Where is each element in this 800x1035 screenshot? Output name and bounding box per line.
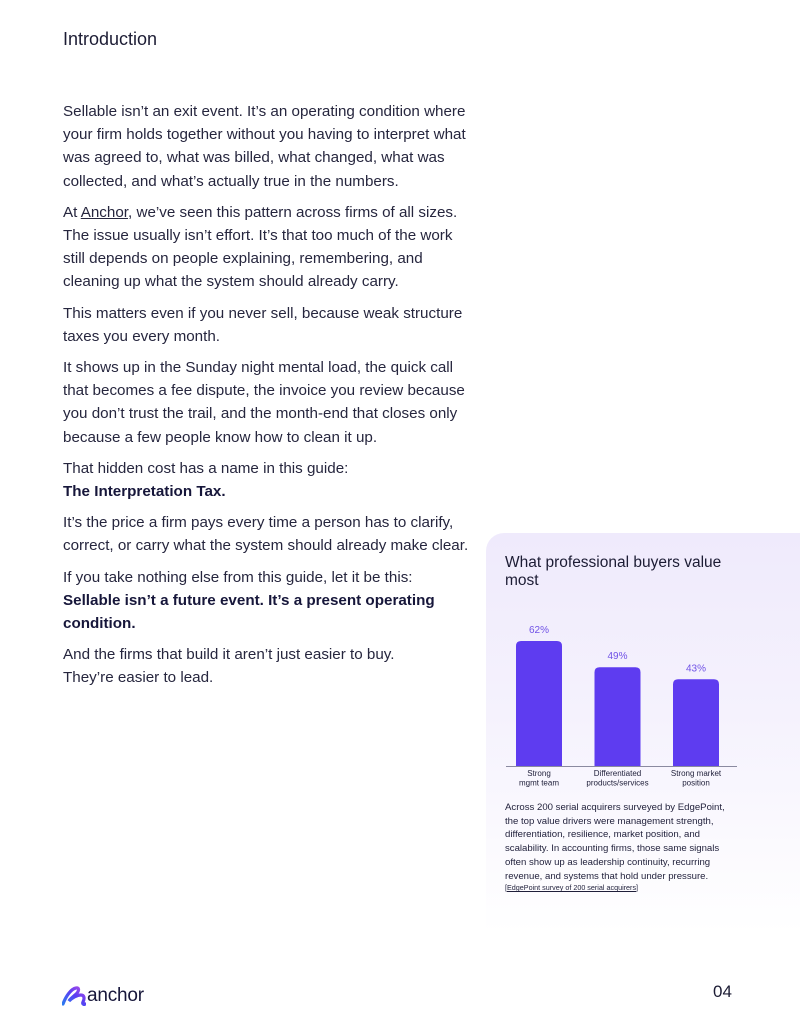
- source-link[interactable]: EdgePoint survey of 200 serial acquirers: [507, 883, 637, 893]
- text-segment: They’re easier to lead.: [63, 669, 214, 687]
- text-segment: At: [63, 203, 81, 221]
- callout-body-text: Across 200 serial acquirers surveyed by EdgePoint, the top value drivers were management strength, differentiation, resilience, market position, and scalability. In accounting firms, those same signals often show up as leadership continuity, recurring revenue, and systems that hold under pressure.: [505, 802, 725, 882]
- text-segment: And the firms that build it aren’t just easier to buy.: [63, 646, 395, 664]
- category-label-2-1: position: [682, 778, 710, 788]
- category-label-1-1: products/services: [586, 778, 649, 788]
- bar-chart: [506, 619, 746, 794]
- logo-wordmark: anchor: [87, 985, 144, 1006]
- anchor-logo: [62, 985, 144, 1007]
- body-text: [63, 100, 473, 698]
- callout-title: What professional buyers value most: [505, 554, 722, 589]
- source-bracket: [: [505, 883, 507, 893]
- text-segment: If you take nothing else from this guide, let it be this:: [63, 568, 413, 586]
- section-title: Introduction: [63, 29, 158, 49]
- text-segment: , we’ve seen this pattern across firms of all sizes. The issue usually isn’t effort. It’s that too much of the work still depends on people explaining, remembering, and cleaning up what the system should already carry.: [63, 203, 458, 291]
- callout-description: [505, 801, 737, 893]
- bar-1: [595, 667, 641, 766]
- paragraph-mental-load: It shows up in the Sunday night mental load, the quick call that becomes a fee dispute, the invoice you review because you don’t trust the trail, and the month-end that closes only because a few people know how to clean it up.: [63, 359, 465, 446]
- category-label-1-0: Differentiated: [593, 769, 642, 778]
- key-takeaway-emphasis: Sellable isn’t a future event. It’s a present operating condition.: [63, 591, 435, 633]
- category-label-0-0: Strong: [527, 769, 551, 778]
- bar-0: [516, 641, 562, 766]
- bar-2: [673, 679, 719, 766]
- source-citation: [505, 883, 737, 893]
- value-label-0: 62%: [528, 625, 550, 636]
- paragraph-anchor: [63, 201, 473, 294]
- anchor-logo-icon: [62, 986, 86, 1006]
- page-number: 04: [713, 982, 732, 1001]
- text-segment: That hidden cost has a name in this guide:: [63, 459, 349, 477]
- value-label-1: 49%: [607, 651, 628, 663]
- source-bracket: ]: [636, 883, 639, 893]
- paragraph-price: It’s the price a firm pays every time a person has to clarify, correct, or carry what the system should already make clear.: [63, 514, 469, 555]
- category-label-2-0: Strong market: [670, 769, 722, 778]
- paragraph-closing: [63, 643, 473, 689]
- paragraph-exit-event: Sellable isn’t an exit event. It’s an operating condition where your firm holds together without you having to interpret what was agreed to, what was billed, what changed, what was collected, and what’s actually true in the numbers.: [63, 103, 466, 190]
- interpretation-tax-emphasis: The Interpretation Tax.: [63, 483, 226, 501]
- buyer-values-callout: [486, 533, 800, 934]
- paragraph-hidden-cost: [63, 457, 473, 503]
- paragraph-weak-structure: This matters even if you never sell, because weak structure taxes you every month.: [63, 304, 463, 345]
- paragraph-key-takeaway: [63, 566, 473, 636]
- anchor-link[interactable]: Anchor: [80, 203, 129, 221]
- value-label-2: 43%: [685, 663, 707, 675]
- category-label-0-1: mgmt team: [518, 778, 560, 788]
